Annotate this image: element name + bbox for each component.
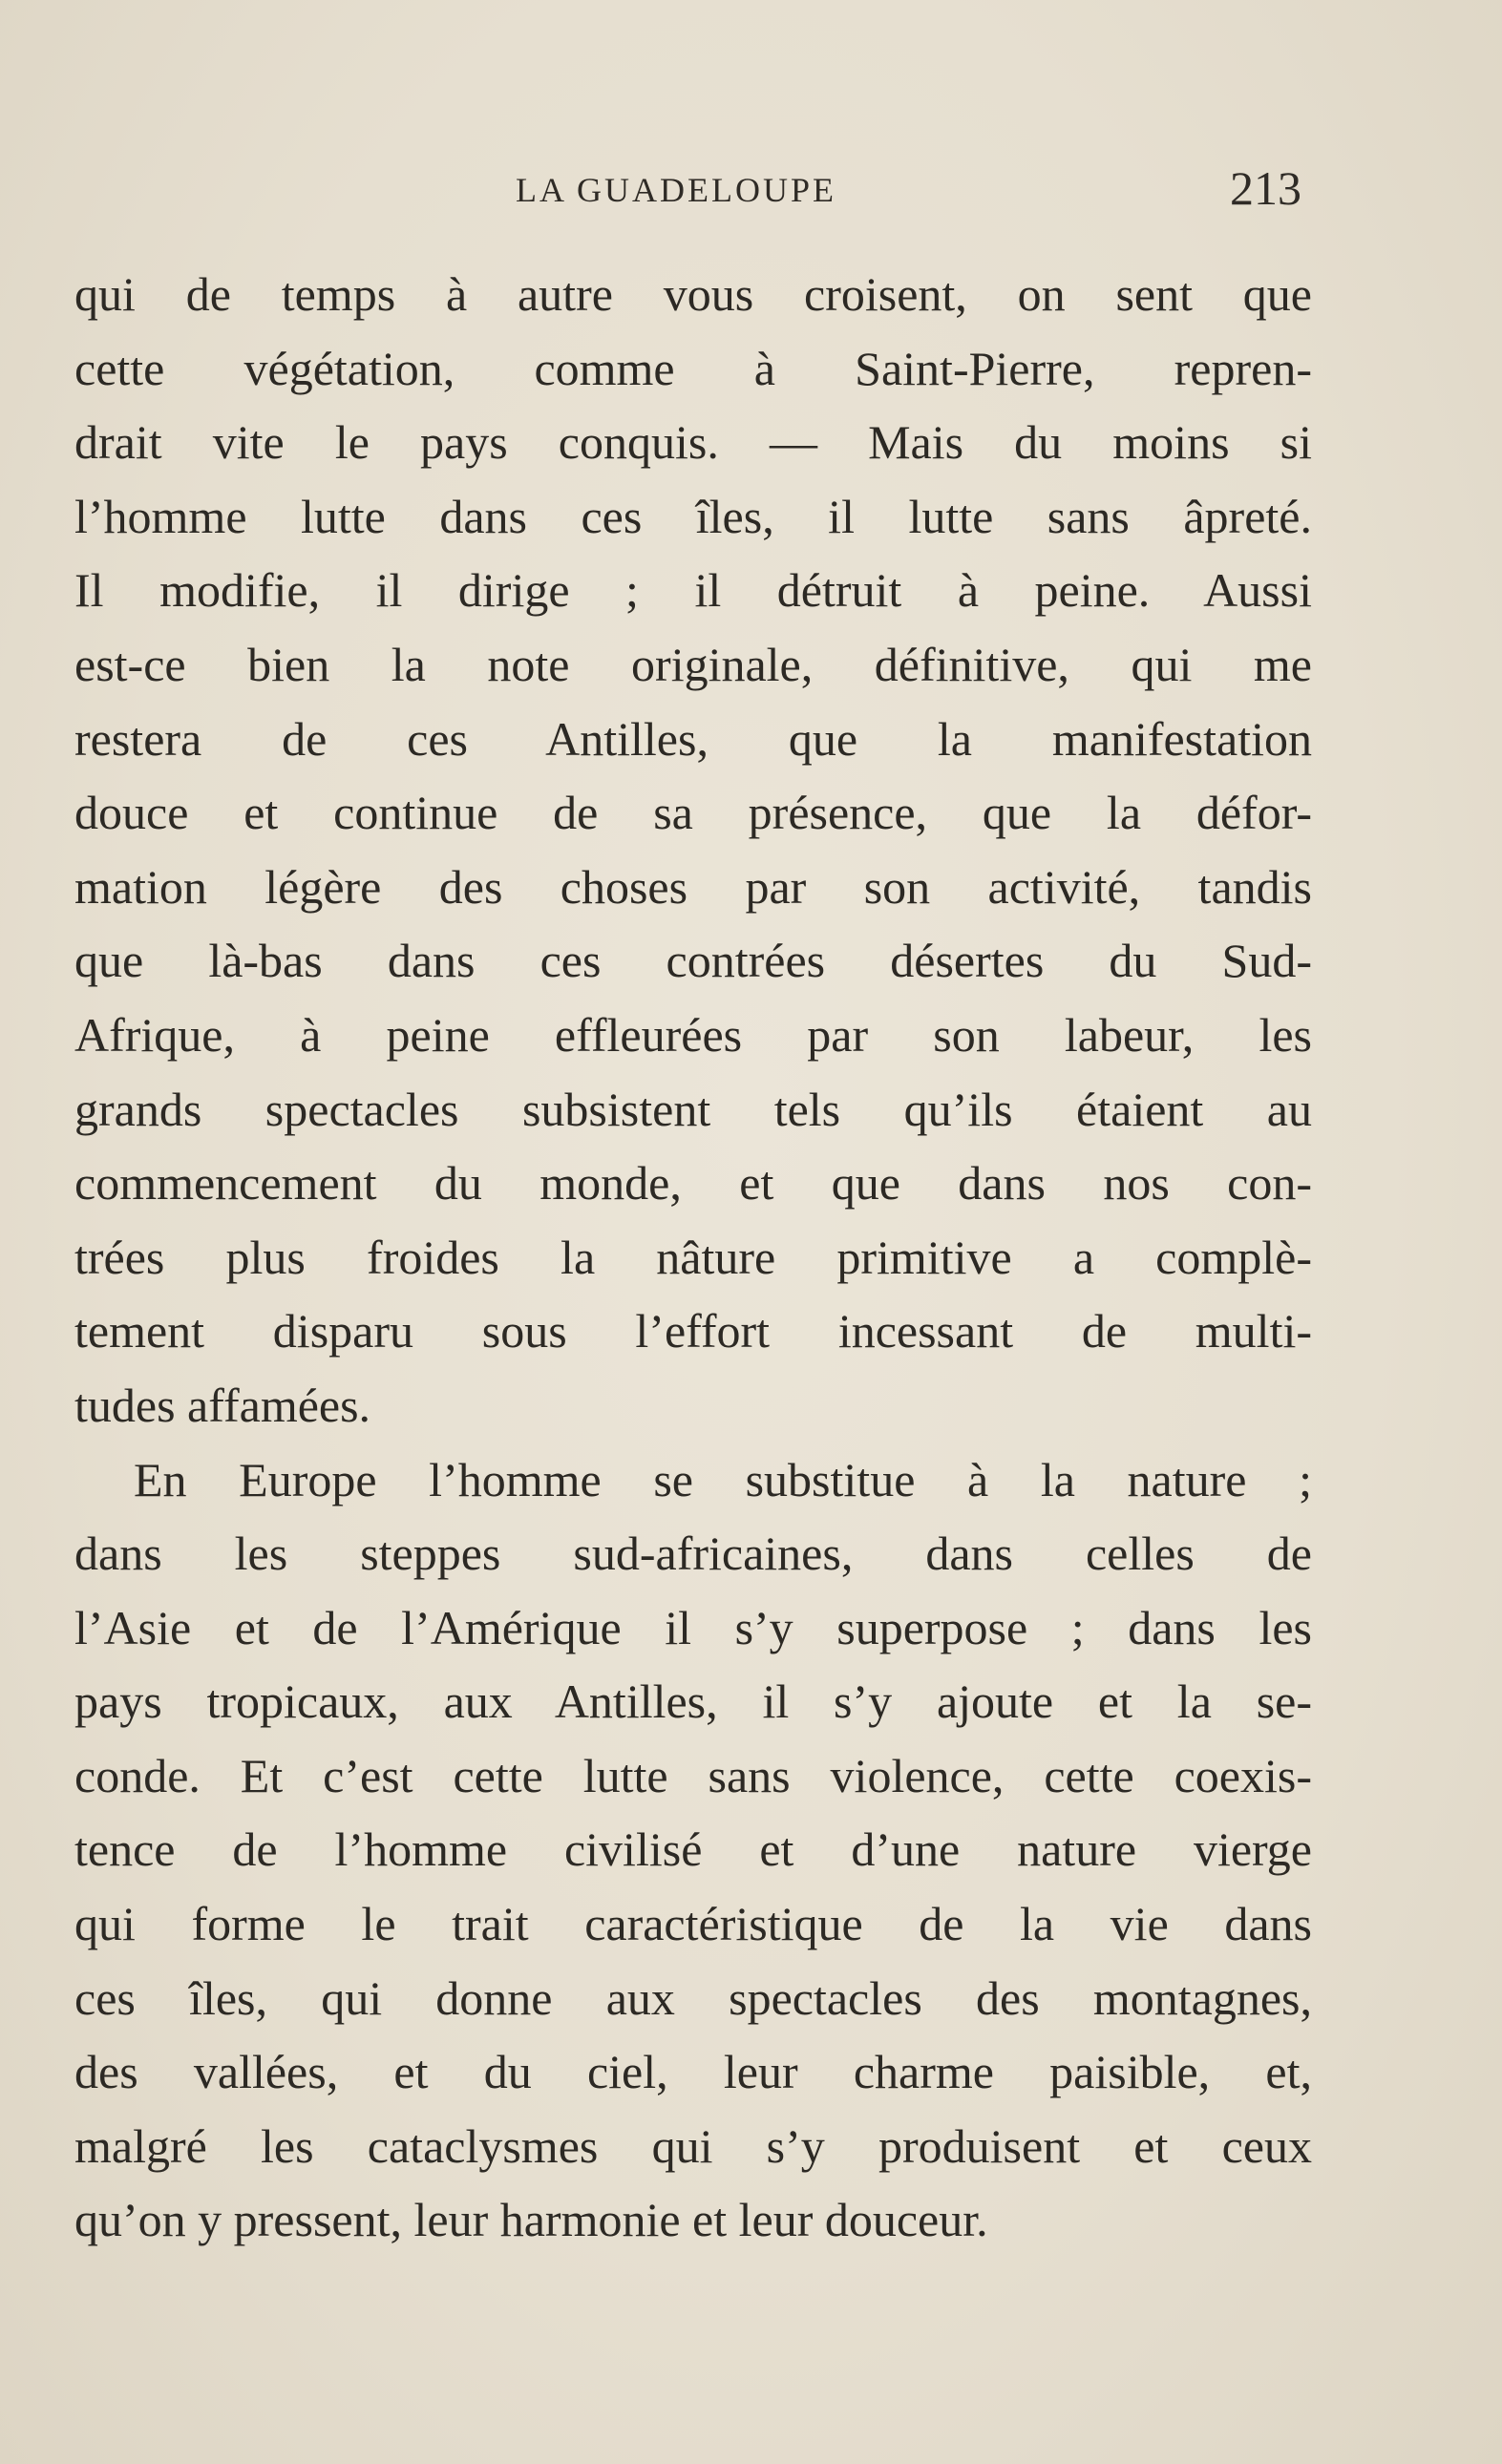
text-line: commencement du monde, et que dans nos con- <box>74 1156 1312 1211</box>
text-line: drait vite le pays conquis. — Mais du moins si <box>74 415 1312 470</box>
text-line: tence de l’homme civilisé et d’une nature vierge <box>74 1822 1312 1877</box>
text-line: l’Asie et de l’Amérique il s’y superpose ; dans les <box>74 1600 1312 1654</box>
text-line: Afrique, à peine effleurées par son labeur, les <box>74 1007 1312 1062</box>
text-line: des vallées, et du ciel, leur charme paisible, et, <box>74 2045 1312 2099</box>
body-text <box>74 258 1312 2258</box>
text-line: conde. Et c’est cette lutte sans violence, cette coexis- <box>74 1748 1312 1802</box>
text-line: est-ce bien la note originale, définitive, qui me <box>74 637 1312 691</box>
text-line: l’homme lutte dans ces îles, il lutte sans âpreté. <box>74 489 1312 543</box>
page-number: 213 <box>1230 161 1301 215</box>
text-line: que là-bas dans ces contrées désertes du Sud- <box>74 934 1312 988</box>
text-line: trées plus froides la nâture primitive a complè- <box>74 1230 1312 1284</box>
text-line: tement disparu sous l’effort incessant de multi- <box>74 1304 1312 1358</box>
paragraph-end-line: qu’on y pressent, leur harmonie et leur douceur. <box>74 2193 988 2247</box>
text-line: restera de ces Antilles, que la manifestation <box>74 711 1312 766</box>
text-line: dans les steppes sud-africaines, dans celles de <box>74 1527 1312 1581</box>
text-line: ces îles, qui donne aux spectacles des montagnes, <box>74 1970 1312 2025</box>
text-line: cette végétation, comme à Saint-Pierre, repren- <box>74 341 1312 395</box>
running-title: LA GUADELOUPE <box>516 171 836 209</box>
text-line: douce et continue de sa présence, que la défor- <box>74 786 1312 840</box>
text-line: qui forme le trait caractéristique de la vie dans <box>74 1897 1312 1951</box>
text-line: pays tropicaux, aux Antilles, il s’y ajoute et la se- <box>74 1674 1312 1729</box>
text-line: qui de temps à autre vous croisent, on sent que <box>74 267 1312 321</box>
page-header <box>0 160 1502 218</box>
text-line: Il modifie, il dirige ; il détruit à peine. Aussi <box>74 563 1312 618</box>
text-line: mation légère des choses par son activité, tandis <box>74 859 1312 914</box>
paragraph-start-line: En Europe l’homme se substitue à la nature ; <box>134 1452 1312 1506</box>
text-line: malgré les cataclysmes qui s’y produisent et ceux <box>74 2118 1312 2173</box>
paragraph-end-line: tudes affamées. <box>74 1378 371 1432</box>
text-line: grands spectacles subsistent tels qu’ils étaient au <box>74 1082 1312 1136</box>
